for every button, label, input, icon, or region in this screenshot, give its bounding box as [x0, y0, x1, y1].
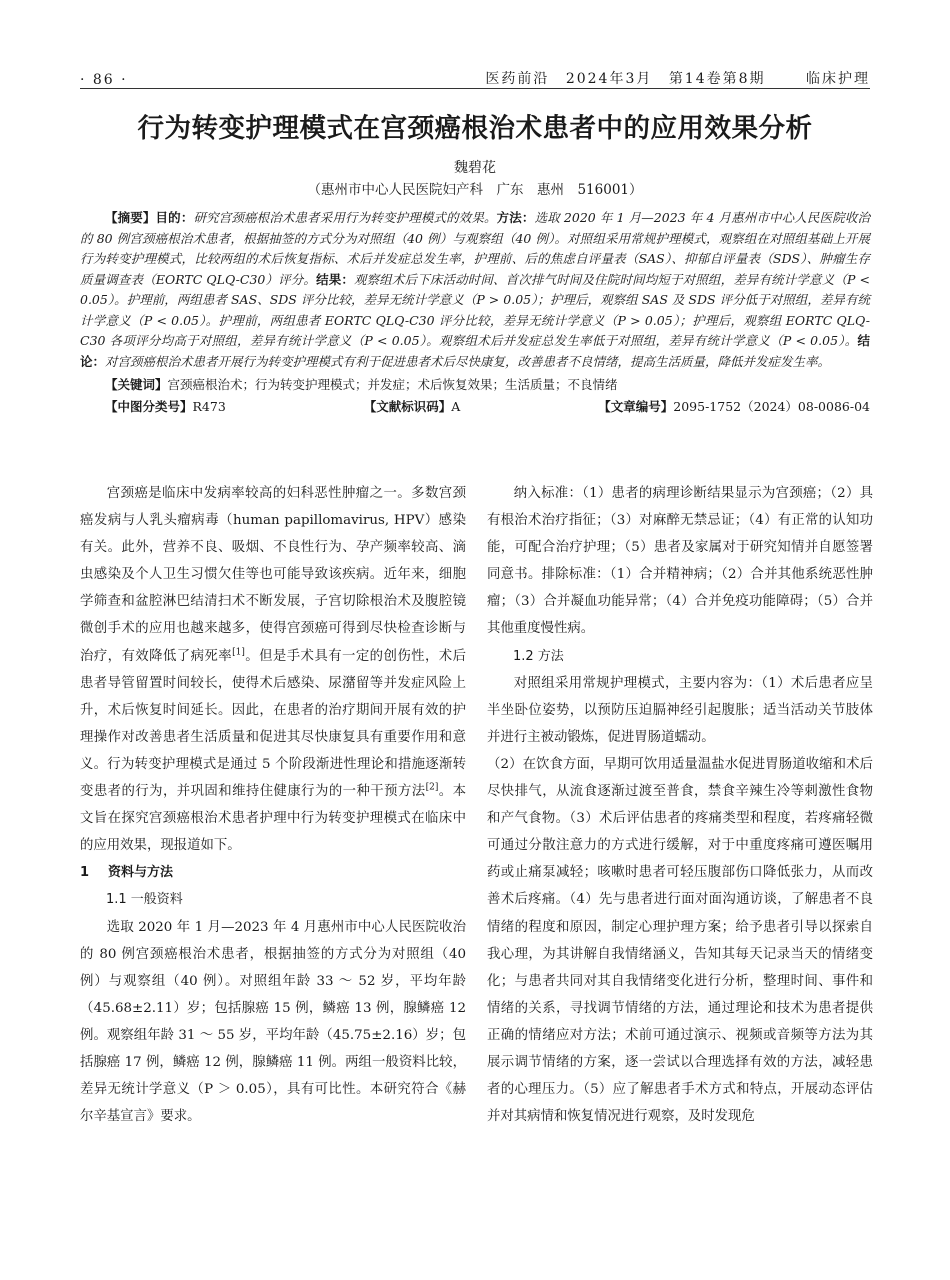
conclusion-label: 结论： — [80, 333, 870, 369]
intro-text-2: 。但是手术具有一定的创伤性，术后患者导管留置时间较长，使得术后感染、尿潴留等并发症风险上升，术后恢复时间延长。因此，在患者的治疗期间开展有效的护理操作对改善患者生活质量和促进其尽快康复具有重要作用和意义。行为转变护理模式是通过 5 个阶段渐进性理论和措施逐渐转变患者的行为，并巩固和维持住健康行为的一种干预方法 — [80, 648, 467, 800]
subsection-heading-1: 1.1 一般资料 — [106, 892, 183, 908]
intro-text-3: 。本文旨在探究宫颈癌根治术患者护理中行为转变护理模式在临床中的应用效果，现报道如下。 — [80, 784, 467, 854]
abstract — [80, 208, 870, 372]
doc-label: 【文献标识码】 — [363, 398, 452, 414]
general-info-paragraph: 选取 2020 年 1 月—2023 年 4 月惠州市中心人民医院收治的 80 例宫颈癌根治术患者，根据抽签的方式分为对照组（40 例）与观察组（40 例）。对照组年龄 33 ～ 52 岁，平均年龄（45.68±2.11）岁；包括腺癌 15 例，鳞癌 13 例，腺鳞癌 12 例。观察组年龄 31 ～ 55 岁，平均年龄（45.75±2.16）岁；包括腺癌 17 例，鳞癌 12 例，腺鳞癌 11 例。两组一般资料比较，差异无统计学意义（P ＞ 0.05），具有可比性。本研究符合《赫尔辛基宣言》要求。 — [80, 919, 466, 1125]
citation-2: [2] — [425, 782, 439, 793]
journal-name: 医药前沿 — [485, 71, 550, 87]
paper-title: 行为转变护理模式在宫颈癌根治术患者中的应用效果分析 — [137, 113, 813, 144]
article-value: 2095-1752（2024）08-0086-04 — [673, 398, 870, 414]
page-number: · 86 · — [80, 72, 128, 88]
journal-issue: 2024年3月 — [565, 71, 653, 87]
doc-value: A — [451, 398, 461, 414]
inclusion-criteria-paragraph: 纳入标准：（1）患者的病理诊断结果显示为宫颈癌；（2）具有根治术治疗指征；（3）对麻醉无禁忌证；（4）有正常的认知功能，可配合治疗护理；（5）患者及家属对于研究知情并自愿签署同意书。排除标准：（1）合并精神病；（2）合并其他系统恶性肿瘤；（3）合并凝血功能异常；（4）合并免疫功能障碍；（5）合并其他重度慢性病。 — [487, 486, 873, 637]
right-column — [487, 480, 873, 1130]
abstract-block — [80, 208, 870, 417]
section-title: 资料与方法 — [108, 865, 174, 881]
journal-section: 临床护理 — [806, 71, 870, 87]
abstract-results: 观察组术后下床活动时间、首次排气时间及住院时间均短于对照组，差异有统计学意义（P < 0.05）。护理前，两组患者 SAS、SDS 评分比较，差异无统计学意义（P > 0.05）；护理后，观察组 SAS 及 SDS 评分低于对照组，差异有统计学意义（P < 0.05）。护理前，两组患者 EORTC QLQ-C30 评分比较，差异无统计学意义（P > 0.05）；护理后，观察组 EORTC QLQ-C30 各项评分均高于对照组，差异有统计学意义（P < 0.05）。观察组术后并发症总发生率低于对照组，差异有统计学意义（P < 0.05）。 — [80, 271, 870, 348]
section-number: 1 — [80, 865, 90, 881]
purpose-label: 目的： — [155, 210, 194, 225]
intro-paragraph — [80, 480, 466, 859]
abstract-conclusion: 对宫颈癌根治术患者开展行为转变护理模式有利于促进患者术后尽快康复，改善患者不良情绪，提高生活质量，降低并发症发生率。 — [105, 353, 831, 369]
methods-label: 方法： — [496, 210, 535, 225]
article-number — [598, 397, 870, 418]
intro-text-1: 宫颈癌是临床中发病率较高的妇科恶性肿瘤之一。多数宫颈癌发病与人乳头瘤病毒（human papillomavirus, HPV）感染有关。此外，营养不良、吸烟、不良性行为、孕产频率较高、滴虫感染及个人卫生习惯欠佳等也可能导致该疾病。近年来，细胞学筛查和盆腔淋巴结清扫术不断发展，子宫切除根治术及腹腔镜微创手术的应用也越来越多，使得宫颈癌可得到尽快检查诊断与治疗，有效降低了病死率 — [80, 486, 466, 664]
author: 魏碧花 — [454, 160, 496, 176]
section-heading — [80, 859, 466, 886]
keywords-text: 宫颈癌根治术；行为转变护理模式；并发症；术后恢复效果；生活质量；不良情绪 — [167, 377, 618, 392]
journal-volume: 第14卷第8期 — [668, 71, 766, 87]
clc-label: 【中图分类号】 — [105, 398, 193, 414]
abstract-methods: 选取 2020 年 1 月—2023 年 4 月惠州市中心人民医院收治的 80 例宫颈癌根治术患者，根据抽签的方式分为对照组（40 例）与观察组（40 例）。对照组采用常规护理模式，观察组在对照组基础上开展行为转变护理模式，比较两组的术后恢复指标、术后并发症总发生率，护理前、后的焦虑自评量表（SAS）、抑郁自评量表（SDS）、肿瘤生存质量调查表（EORTC QLQ-C30）评分。 — [80, 210, 870, 287]
document-code — [364, 397, 461, 418]
citation-1: [1] — [232, 647, 245, 658]
methods-paragraph-1: 对照组采用常规护理模式，主要内容为：（1）术后患者应呈半坐卧位姿势，以预防压迫膈神经引起腹胀；适当活动关节肢体并进行主被动锻炼，促进胃肠道蠕动。 — [487, 675, 873, 745]
left-column — [80, 480, 466, 1130]
keywords-label: 【关键词】 — [105, 377, 168, 392]
keywords — [80, 375, 870, 396]
methods-paragraph-2: （2）在饮食方面，早期可饮用适量温盐水促进胃肠道收缩和术后尽快排气，从流食逐渐过渡至普食，禁食辛辣生冷等刺激性食物和产气食物。（3）术后评估患者的疼痛类型和程度，若疼痛轻微可通过分散注意力的方式进行缓解，对于中重度疼痛可遵医嘱用药或止痛泵减轻；咳嗽时患者可轻压腹部伤口降低张力，从而改善术后疼痛。（4）先与患者进行面对面沟通访谈，了解患者不良情绪的程度和原因，制定心理护理方案；给予患者引导以探索自我心理，为其讲解自我情绪涵义，告知其每天记录当天的情绪变化；与患者共同对其自我情绪变化进行分析，整理时间、事件和情绪的关系，寻找调节情绪的方法，通过理论和技术为患者提供正确的情绪应对方法；术前可通过演示、视频或音频等方法为其展示调节情绪的方案，逐一尝试以合理选择有效的方法，减轻患者的心理压力。（5）应了解患者手术方式和特点，开展动态评估并对其病情和恢复情况进行观察，及时发现危 — [487, 756, 873, 1125]
article-label: 【文章编号】 — [598, 398, 674, 414]
running-header — [80, 62, 870, 89]
abstract-label: 【摘要】 — [105, 210, 156, 225]
clc-value: R473 — [192, 398, 226, 414]
subsection-heading-2: 1.2 方法 — [513, 648, 564, 664]
clc-number — [105, 397, 226, 418]
classification-line — [80, 397, 870, 418]
affiliation: （惠州市中心人民医院妇产科 广东 惠州 516001） — [307, 182, 643, 198]
journal-info — [475, 68, 870, 88]
results-label: 结果： — [316, 271, 354, 287]
abstract-purpose: 研究宫颈癌根治术患者采用行为转变护理模式的效果。 — [193, 210, 497, 225]
